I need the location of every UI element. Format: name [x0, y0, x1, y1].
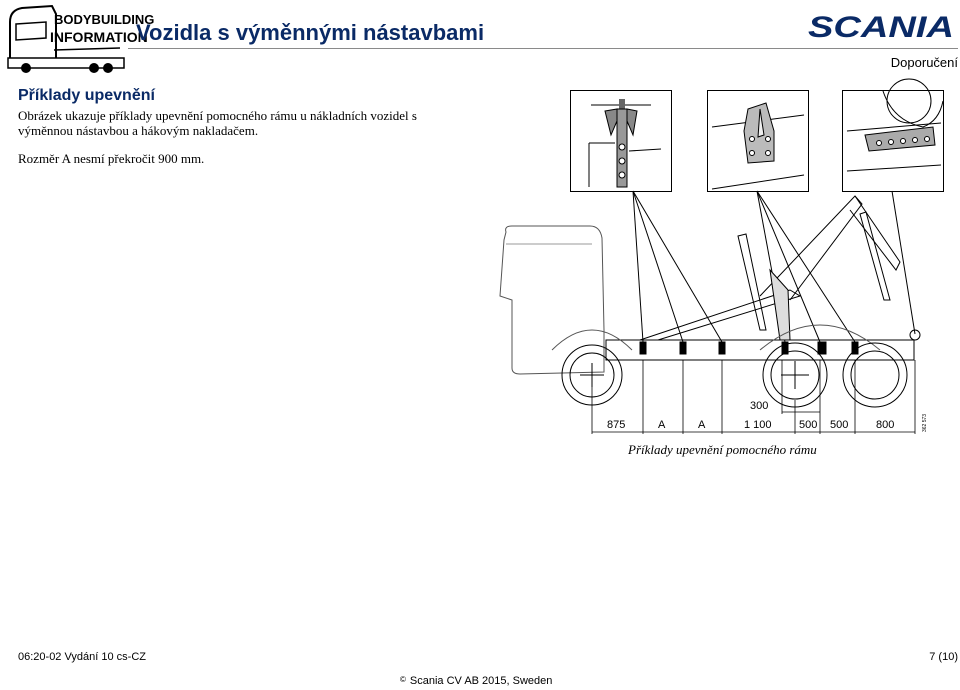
dim-500-1: 500	[799, 419, 818, 431]
svg-text:BODYBUILDING: BODYBUILDING	[54, 12, 155, 27]
dim-875: 875	[607, 419, 626, 431]
scania-logo	[808, 10, 956, 42]
detail-panel-rear-plate	[842, 90, 944, 192]
dim-500-2: 500	[830, 419, 849, 431]
dim-300: 300	[750, 400, 769, 412]
footer-copyright	[400, 675, 552, 687]
dimension-note: Rozměr A nesmí překročit 900 mm.	[18, 151, 205, 166]
truck-illustration	[498, 186, 938, 446]
section-heading: Příklady upevnění	[18, 87, 155, 104]
copyright-text: Scania CV AB 2015, Sweden	[409, 675, 553, 687]
svg-text:INFORMATION: INFORMATION	[50, 29, 148, 45]
intro-paragraph: Obrázek ukazuje příklady upevnění pomocného rámu u nákladních vozidel s výměnnou nástavbou a hákovým nakladačem.	[18, 108, 417, 138]
detail-panel-bracket	[570, 90, 672, 192]
svg-text:SCANIA: SCANIA	[808, 11, 954, 44]
bodybuilding-information-logo	[4, 2, 155, 74]
dim-800: 800	[876, 419, 895, 431]
figure-caption: Příklady upevnění pomocného rámu	[628, 442, 817, 457]
detail-panel-plate	[707, 90, 809, 192]
dim-1100: 1 100	[744, 419, 772, 431]
header-divider	[128, 48, 958, 49]
page-title: Vozidla s výměnnými nástavbami	[136, 20, 485, 45]
footer-document-id: 06:20-02 Vydání 10 cs-CZ	[18, 651, 146, 663]
header-label: Doporučení	[890, 55, 958, 70]
dim-a-1: A	[658, 419, 666, 431]
footer-page-number: 7 (10)	[929, 651, 958, 663]
figure-id: 362 573	[922, 413, 928, 432]
dim-a-2: A	[698, 419, 706, 431]
copyright-icon: ©	[400, 675, 406, 684]
